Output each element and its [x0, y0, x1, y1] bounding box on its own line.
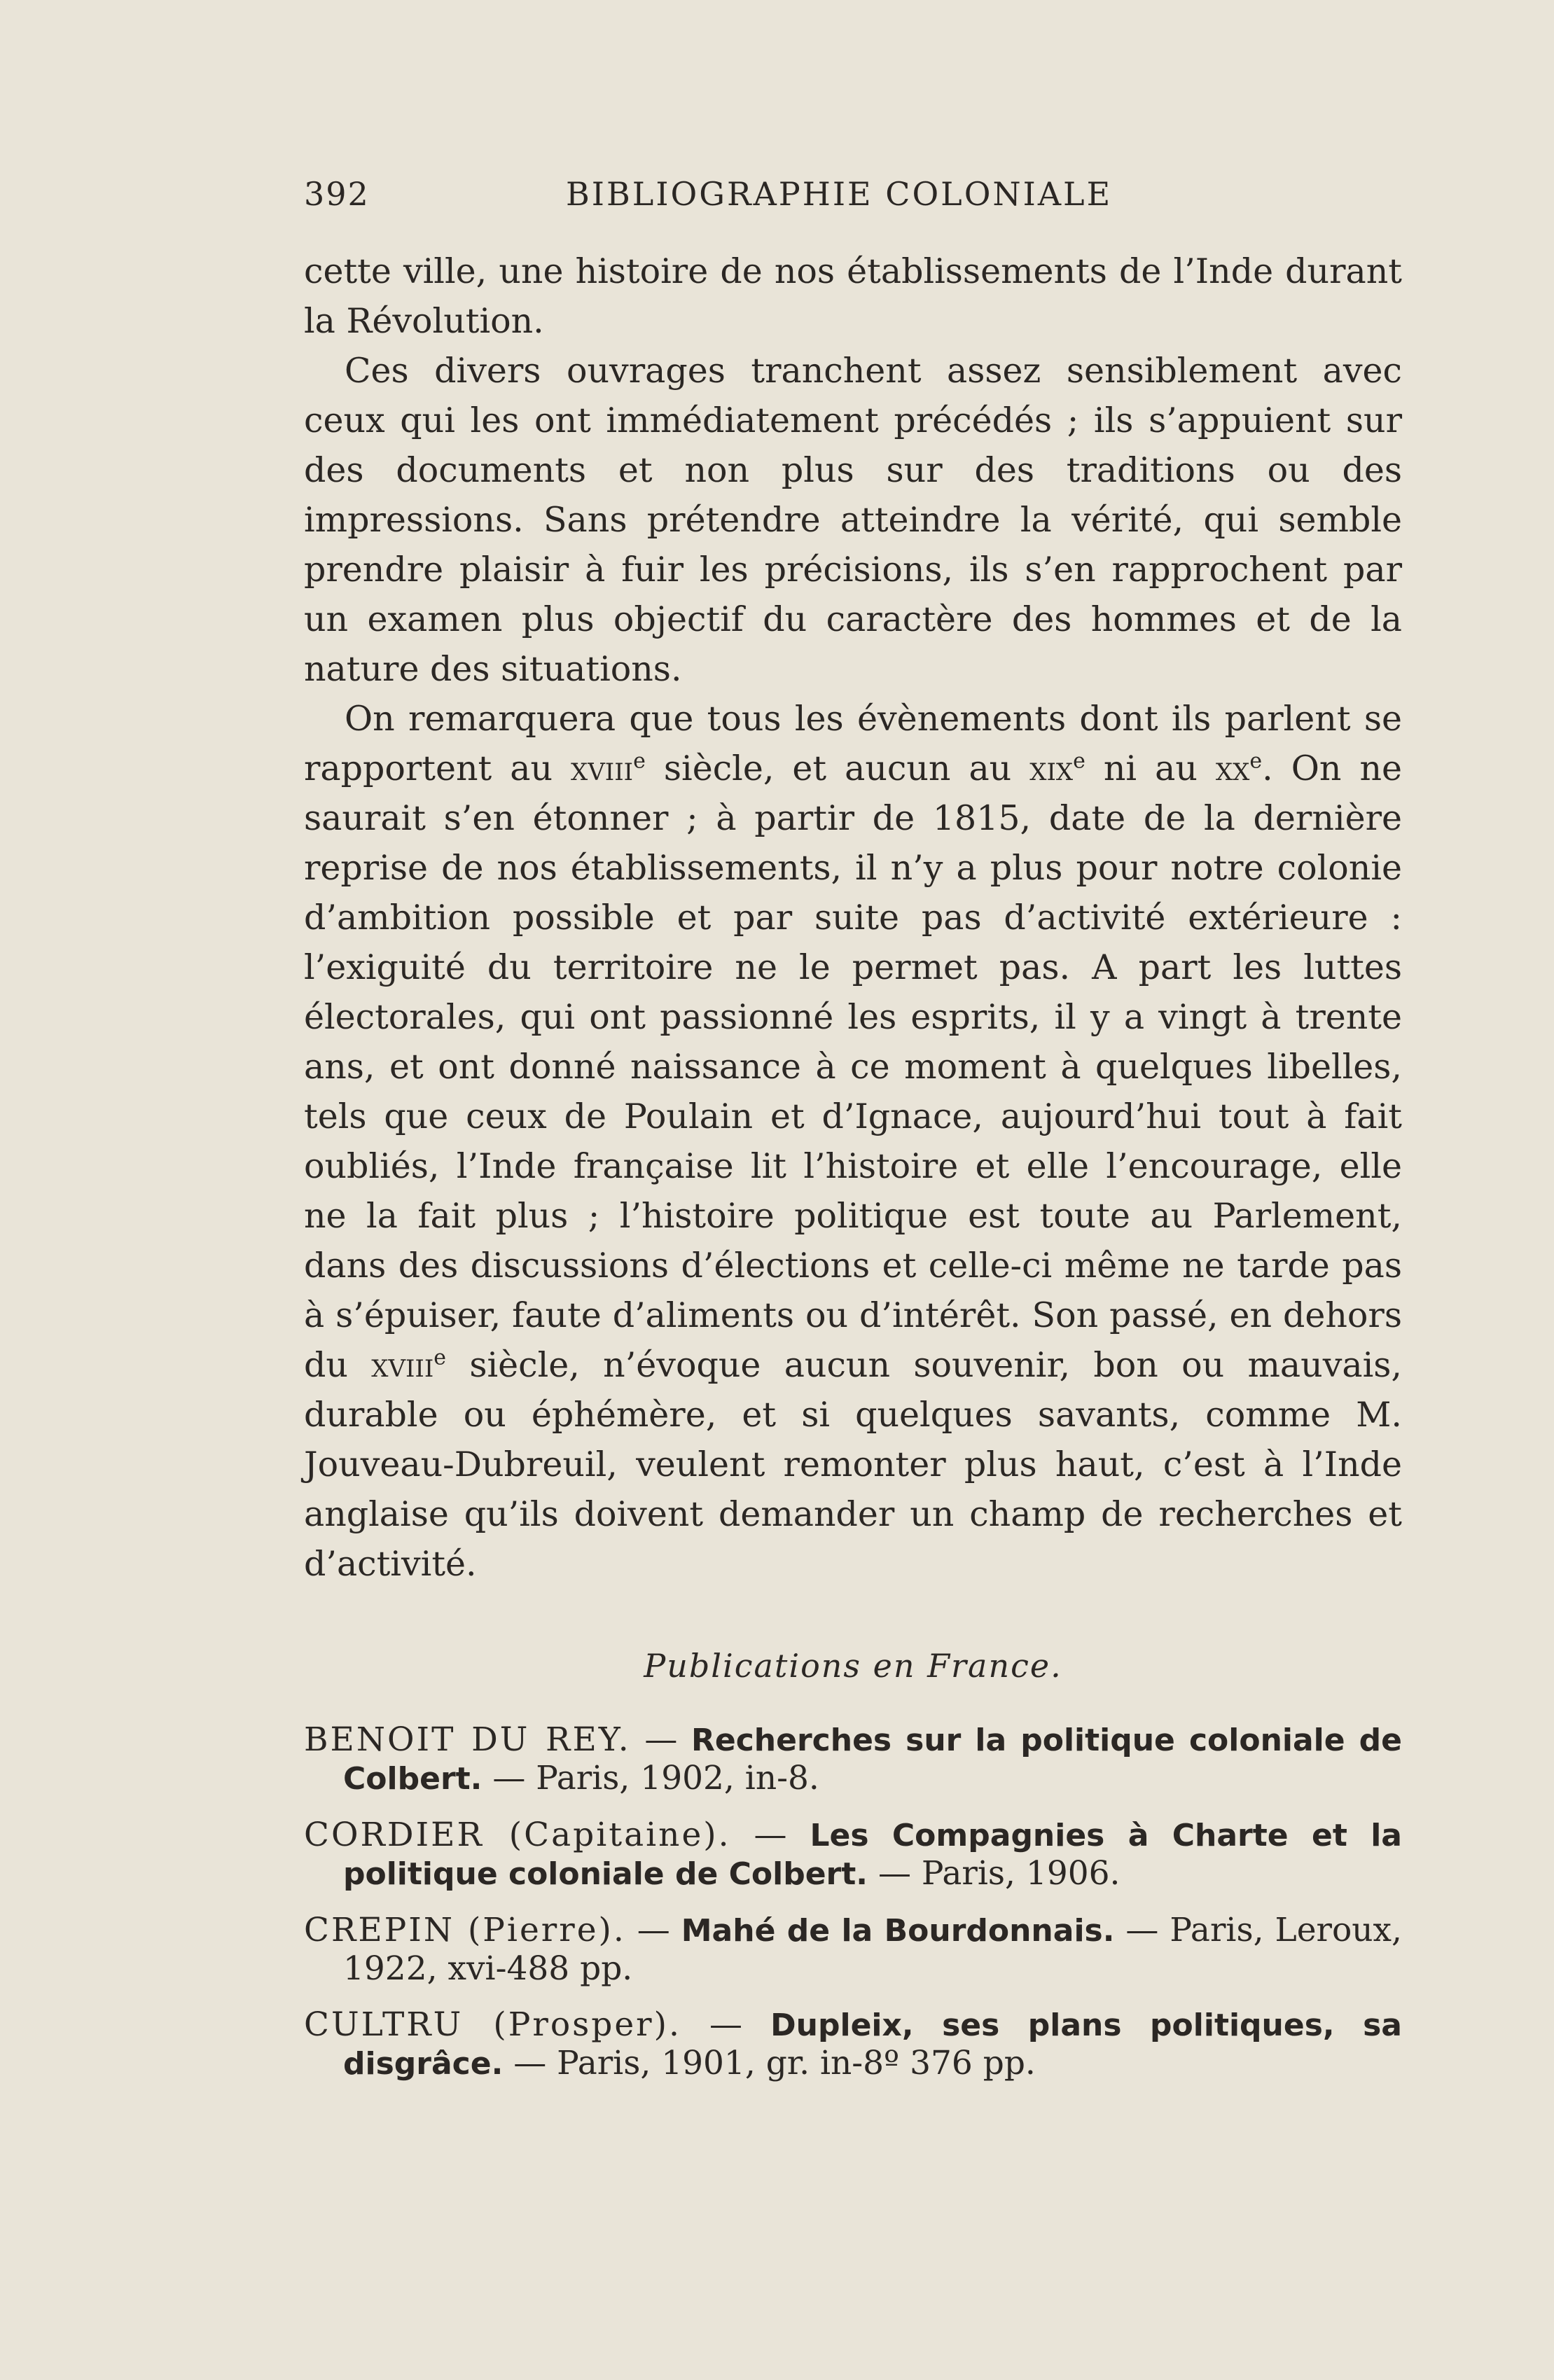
century-19: xix: [1029, 749, 1074, 788]
entry-separator: —: [681, 2005, 771, 2044]
entry-publication: — Paris, 1901, gr. in-8º 376 pp.: [503, 2044, 1036, 2082]
page-header: [304, 175, 1403, 224]
paragraph-1: cette ville, une histoire de nos établissements de l’Inde durant la Révolution.: [304, 251, 1402, 341]
entry-publication: — Paris, Leroux, 1922, xvi-488 pp.: [343, 1911, 1402, 1988]
page-number: 392: [304, 175, 370, 213]
body-text: [304, 246, 1402, 1589]
century-20: xx: [1215, 749, 1250, 788]
superscript-e: e: [633, 749, 646, 774]
superscript-e: e: [1073, 749, 1085, 774]
entry-author: BENOIT DU REY.: [304, 1720, 631, 1759]
p3-text-e: siècle, n’évoque aucun souvenir, bon ou mauvais, durable ou éphémère, et si quelques savants, comme M. Jouveau-Dubreuil, veulent remonter plus haut, c’est à l’Inde anglaise qu’ils doivent demander un champ de recherches et d’activité.: [304, 1345, 1402, 1584]
entry-author: CORDIER (Capitaine).: [304, 1816, 731, 1854]
paragraph-2: Ces divers ouvrages tranchent assez sensiblement avec ceux qui les ont immédiatement précédés ; ils s’appuient sur des documents et non plus sur des traditions ou des impressions. Sans prétendre atteindre la vérité, qui semble prendre plaisir à fuir les précisions, ils s’en rapprochent par un examen plus objectif du caractère des hommes et de la nature des situations.: [304, 351, 1402, 689]
superscript-e: e: [1249, 749, 1263, 774]
bibliography-entry: [304, 2006, 1402, 2083]
entry-separator: —: [625, 1911, 681, 1949]
entry-separator: —: [730, 1816, 810, 1854]
bibliography-entry: [304, 1721, 1402, 1798]
p3-text-a: On remarquera que tous les évènements dont ils parlent se rapportent au: [304, 699, 1402, 788]
entry-author: CULTRU (Prosper).: [304, 2005, 681, 2044]
entry-title: Mahé de la Bourdonnais.: [681, 1913, 1115, 1949]
entry-publication: — Paris, 1902, in-8.: [482, 1759, 819, 1797]
running-title: BIBLIOGRAPHIE COLONIALE: [566, 175, 1113, 213]
paragraph-3: [304, 694, 1402, 1589]
century-18: xviii: [571, 749, 634, 788]
entry-separator: —: [630, 1720, 691, 1759]
entry-title: Les Compagnies à Charte et la politique coloniale de Colbert.: [343, 1818, 1402, 1892]
entry-author: CREPIN (Pierre).: [304, 1911, 626, 1949]
bibliography-entry: [304, 1816, 1402, 1893]
p3-text-c: ni au: [1085, 749, 1216, 788]
entry-title: Recherches sur la politique coloniale de Colbert.: [343, 1723, 1402, 1797]
superscript-e: e: [433, 1345, 447, 1370]
entry-title: Dupleix, ses plans politiques, sa disgrâce.: [343, 2007, 1402, 2082]
bibliography-list: [304, 1721, 1402, 2101]
p3-text-b: siècle, et aucun au: [645, 749, 1030, 788]
bibliography-entry: [304, 1912, 1402, 1988]
entry-publication: — Paris, 1906.: [868, 1854, 1121, 1893]
section-heading: Publications en France.: [644, 1647, 1062, 1685]
century-18: xviii: [371, 1345, 434, 1385]
p3-text-d: . On ne saurait s’en étonner ; à partir de 1815, date de la dernière reprise de nos établissements, il n’y a plus pour notre colonie d’ambition possible et par suite pas d’activité extérieure : l’exiguité du territoire ne le permet pas. A part les luttes électorales, qui ont passionné les esprits, il y a vingt à trente ans, et ont donné naissance à ce moment à quelques libelles, tels que ceux de Poulain et d’Ignace, aujourd’hui tout à fait oubliés, l’Inde française lit l’histoire et elle l’encourage, elle ne la fait plus ; l’histoire politique est toute au Parlement, dans des discussions d’élections et celle-ci même ne tarde pas à s’épuiser, faute d’aliments ou d’intérêt. Son passé, en dehors du: [304, 749, 1403, 1385]
